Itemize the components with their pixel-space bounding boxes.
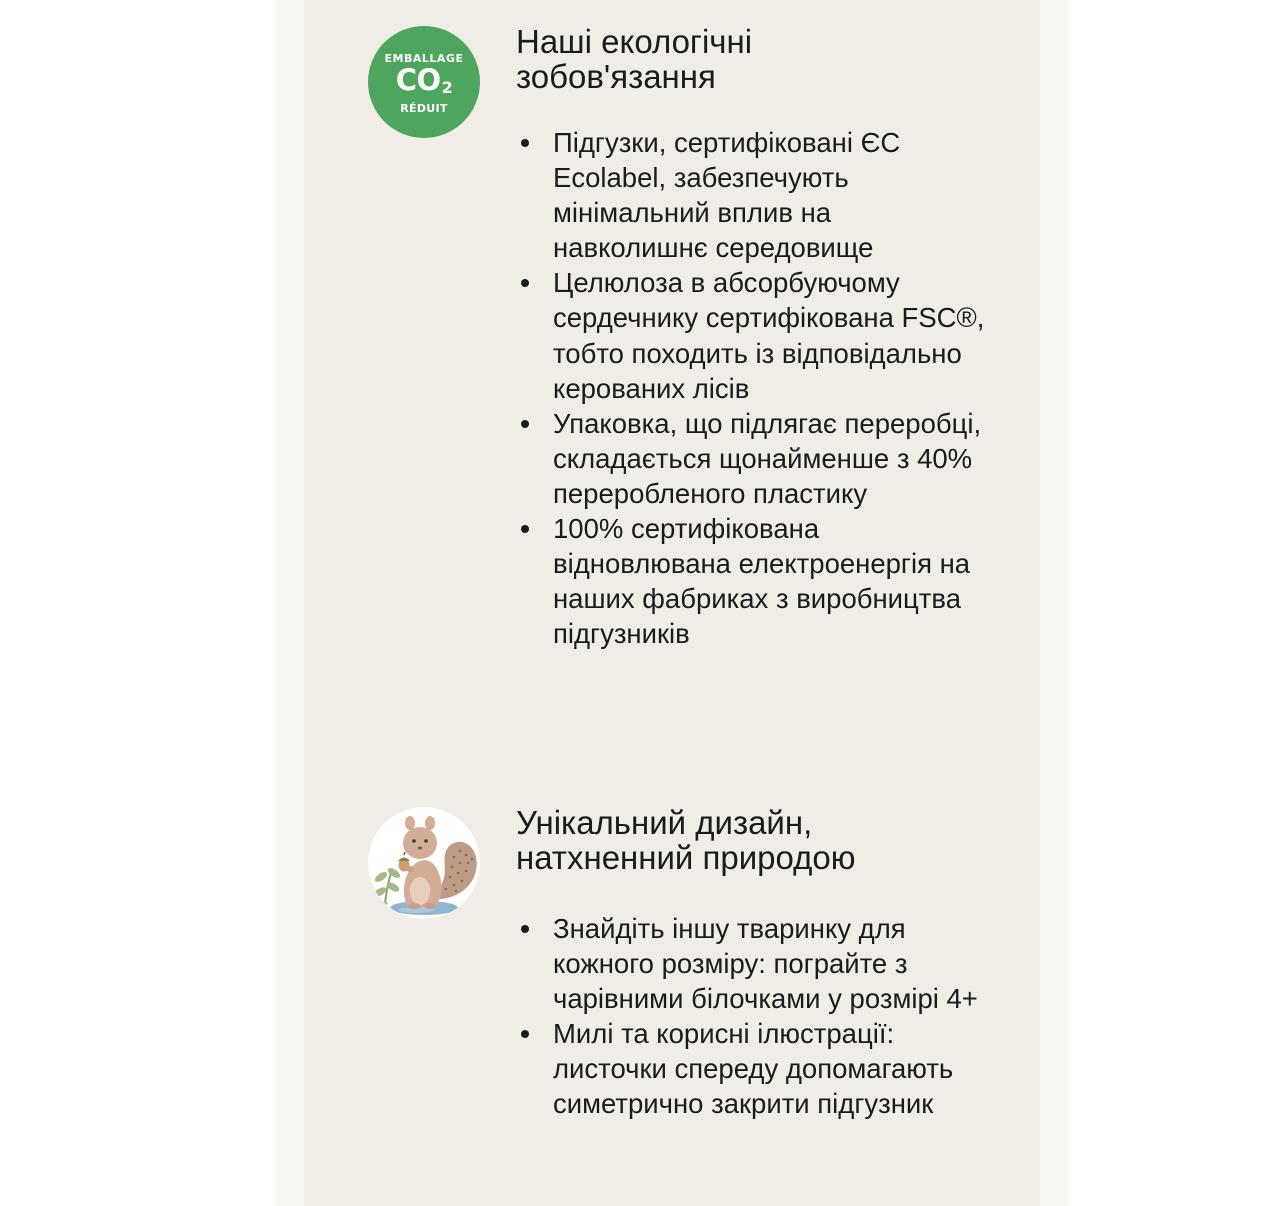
badge-bottom-text: RÉDUIT bbox=[400, 102, 448, 115]
squirrel-illustration-icon bbox=[368, 807, 480, 919]
bullet-dot-icon bbox=[521, 1030, 529, 1038]
nature-design-section bbox=[516, 805, 986, 1122]
badge-co2-text: CO2 bbox=[395, 63, 453, 97]
list-item: Знайдіть іншу тваринку для кожного розміру: пограйте з чарівними білочками у розмірі 4+ bbox=[516, 911, 986, 1016]
eco-section-title: Наші екологічні зобов'язання bbox=[516, 23, 753, 95]
list-item: Упаковка, що підлягає переробці, складається щонайменше з 40% переробленого пластику bbox=[516, 406, 986, 511]
squirrel-svg bbox=[368, 807, 480, 919]
list-item: Милі та корисні ілюстрації: листочки спереду допомагають симетрично закрити підгузник bbox=[516, 1016, 986, 1121]
eco-bullet-list bbox=[516, 125, 986, 651]
eco-commitments-section bbox=[516, 24, 986, 651]
list-item: Підгузки, сертифіковані ЄС Ecolabel, забезпечують мінімальний вплив на навколишнє середовище bbox=[516, 125, 986, 265]
co2-reduced-badge-icon bbox=[368, 26, 480, 138]
list-item: 100% сертифікована відновлювана електроенергія на наших фабриках з виробництва підгузників bbox=[516, 511, 986, 651]
badge-top-text: EMBALLAGE bbox=[384, 52, 464, 65]
bullet-dot-icon bbox=[521, 525, 529, 533]
list-item: Целюлоза в абсорбуючому сердечнику сертифікована FSC®, тобто походить із відповідально керованих лісів bbox=[516, 265, 986, 405]
bullet-dot-icon bbox=[521, 139, 529, 147]
design-bullet-list bbox=[516, 911, 986, 1122]
bullet-dot-icon bbox=[521, 420, 529, 428]
design-section-title: Унікальний дизайн, натхненний природою bbox=[516, 804, 856, 876]
bullet-dot-icon bbox=[521, 279, 529, 287]
bullet-dot-icon bbox=[521, 925, 529, 933]
